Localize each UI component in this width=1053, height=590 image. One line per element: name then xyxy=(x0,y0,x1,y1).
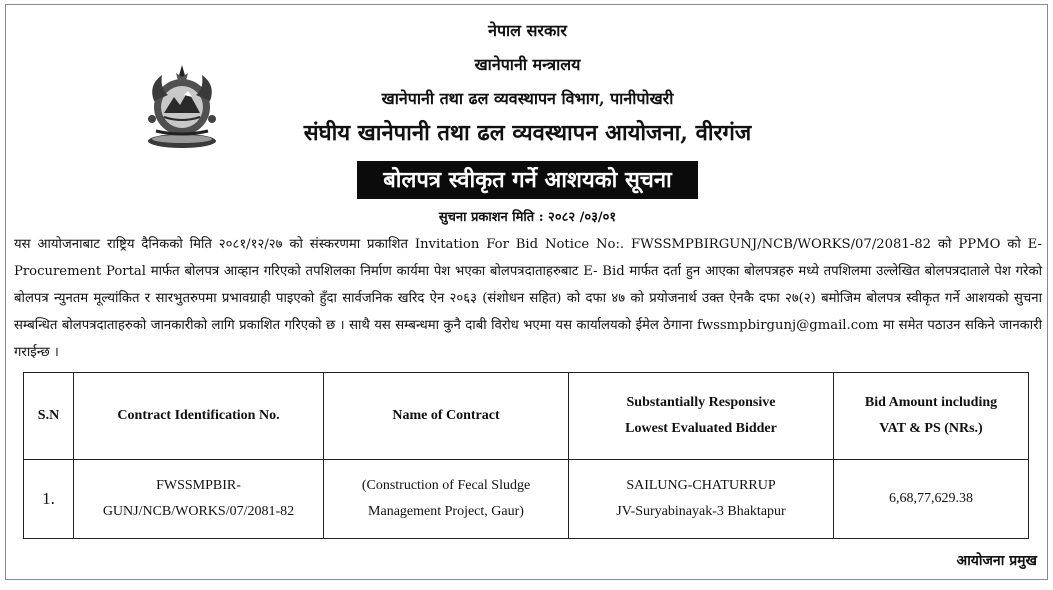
header-bidder-line2: Lowest Evaluated Bidder xyxy=(625,421,777,436)
cell-contract-id-line2: GUNJ/NCB/WORKS/07/2081-82 xyxy=(102,504,295,519)
table-header-row xyxy=(24,373,1029,460)
cell-sn: 1. xyxy=(24,460,74,539)
project-title: संघीय खानेपानी तथा ढल व्यवस्थापन आयोजना, वीरगंज xyxy=(303,120,752,146)
header-amount-line2: VAT & PS (NRs.) xyxy=(879,421,983,436)
cell-contract-name xyxy=(324,460,569,539)
header-sn: S.N xyxy=(24,373,74,460)
signature-title: आयोजना प्रमुख xyxy=(956,553,1037,569)
cell-contract-name-line2: Management Project, Gaur) xyxy=(368,504,524,519)
header-amount xyxy=(834,373,1029,460)
notice-page xyxy=(5,4,1048,580)
publication-date: सुचना प्रकाशन मिति : २०८२ /०३/०१ xyxy=(438,210,617,225)
cell-bidder xyxy=(569,460,834,539)
header-bidder-line1: Substantially Responsive xyxy=(626,395,776,410)
ministry-title: खानेपानी मन्त्रालय xyxy=(474,55,581,74)
cell-bidder-line2: JV-Suryabinayak-3 Bhaktapur xyxy=(616,504,786,519)
bid-table xyxy=(23,372,1029,539)
department-title: खानेपानी तथा ढल व्यवस्थापन विभाग, पानीपोखरी xyxy=(381,89,674,108)
cell-contract-id xyxy=(74,460,324,539)
cell-contract-id-line1: FWSSMPBIR- xyxy=(156,478,241,493)
notice-paragraph: यस आयोजनाबाट राष्ट्रिय दैनिकको मिति २०८१/१२/२७ को संस्करणमा प्रकाशित Invitation For Bid Notice No:. FWSSMPBIRGUNJ/NCB/WORKS/07/2081-82 को PPMO को E- Procurement Portal मार्फत बोलपत्र आव्हान गरिएको तपशिलका निर्माण कार्यमा पेश भएका बोलपत्रदाताहरुबाट E- Bid मार्फत दर्ता हुन आएका बोलपत्रहरु मध्ये तपशिलमा उल्लेखित बोलपत्रदाताले पेश गरेको बोलपत्र न्युनतम मूल्यांकित र सारभुतरुपमा प्रभावग्राही पाइएको हुँदा सार्वजनिक खरिद ऐन २०६३ (संशोधन सहित) को दफा ४७ को प्रयोजनार्थ उक्त ऐनकै दफा २७(२) बमोजिम बोलपत्र स्वीकृत गर्ने आशयको सुचना सम्बन्धित बोलपत्रदाताहरुको जानकारीको लागि प्रकाशित गरिएको छ । साथै यस सम्बन्धमा कुनै दाबी विरोध भएमा यस कार्यालयको ईमेल ठेगाना fwssmpbirgunj@gmail.com मा समेत पठाउन सकिने जानकारी गराईन्छ । xyxy=(14,237,1042,360)
cell-bidder-line1: SAILUNG-CHATURRUP xyxy=(626,478,776,493)
header-contract-name: Name of Contract xyxy=(324,373,569,460)
header-contract-id: Contract Identification No. xyxy=(74,373,324,460)
govt-title: नेपाल सरकार xyxy=(488,21,567,40)
notice-banner: बोलपत्र स्वीकृत गर्ने आशयको सूचना xyxy=(357,161,698,199)
header-bidder xyxy=(569,373,834,460)
cell-amount: 6,68,77,629.38 xyxy=(834,460,1029,539)
notice-banner-wrap xyxy=(6,161,1049,199)
header-amount-line1: Bid Amount including xyxy=(864,395,998,410)
table-row xyxy=(24,460,1029,539)
notice-body xyxy=(14,231,1042,366)
cell-contract-name-line1: (Construction of Fecal Sludge xyxy=(361,478,531,493)
